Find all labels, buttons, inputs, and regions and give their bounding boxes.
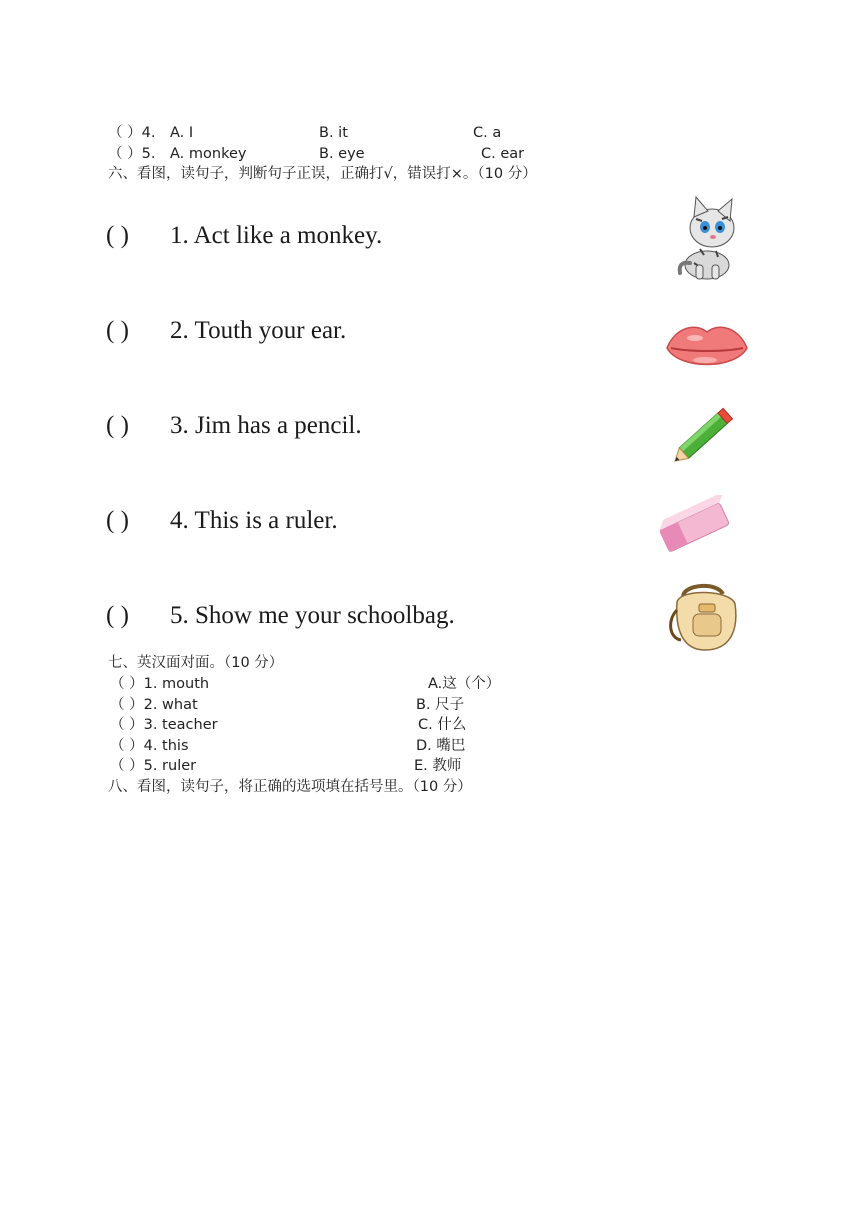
q5-option-a: A. monkey <box>170 146 247 162</box>
pencil-picture <box>665 400 743 470</box>
q5-number: （ ）5. <box>108 146 156 162</box>
section7-title: 七、英汉面对面。（10 分） <box>108 655 284 671</box>
q5-option-c: C. ear <box>481 146 525 162</box>
q4-option-c: C. a <box>473 125 502 141</box>
answer-paren[interactable]: ( ) <box>106 317 129 344</box>
q4-option-b: B. it <box>319 125 348 141</box>
cat-picture <box>660 193 750 283</box>
answer-paren[interactable]: ( ) <box>106 507 129 534</box>
match-right-item: A.这（个） <box>428 676 501 692</box>
match-right-item: B. 尺子 <box>416 697 465 713</box>
section8-title: 八、看图，读句子，将正确的选项填在括号里。（10 分） <box>108 779 472 795</box>
answer-paren[interactable]: ( ) <box>106 222 129 249</box>
q5-option-b: B. eye <box>319 146 365 162</box>
match-left-item: （ ）1. mouth <box>110 676 210 692</box>
match-left-item: （ ）5. ruler <box>110 758 197 774</box>
sentence-text: 3. Jim has a pencil. <box>170 412 362 439</box>
section6-title: 六、看图，读句子，判断句子正误，正确打√，错误打×。（10 分） <box>108 166 537 182</box>
schoolbag-picture <box>665 580 745 654</box>
q4-number: （ ）4. <box>108 125 156 141</box>
answer-paren[interactable]: ( ) <box>106 602 129 629</box>
answer-paren[interactable]: ( ) <box>106 412 129 439</box>
eraser-picture <box>655 495 735 557</box>
match-left-item: （ ）3. teacher <box>110 717 218 733</box>
match-left-item: （ ）2. what <box>110 697 198 713</box>
lips-picture <box>665 318 749 378</box>
q4-option-a: A. I <box>170 125 194 141</box>
match-right-item: C. 什么 <box>418 717 467 733</box>
sentence-text: 4. This is a ruler. <box>170 507 338 534</box>
match-left-item: （ ）4. this <box>110 738 189 754</box>
match-right-item: E. 教师 <box>414 758 462 774</box>
sentence-text: 1. Act like a monkey. <box>170 222 383 249</box>
sentence-text: 2. Touth your ear. <box>170 317 347 344</box>
match-right-item: D. 嘴巴 <box>416 738 466 754</box>
sentence-text: 5. Show me your schoolbag. <box>170 602 455 629</box>
